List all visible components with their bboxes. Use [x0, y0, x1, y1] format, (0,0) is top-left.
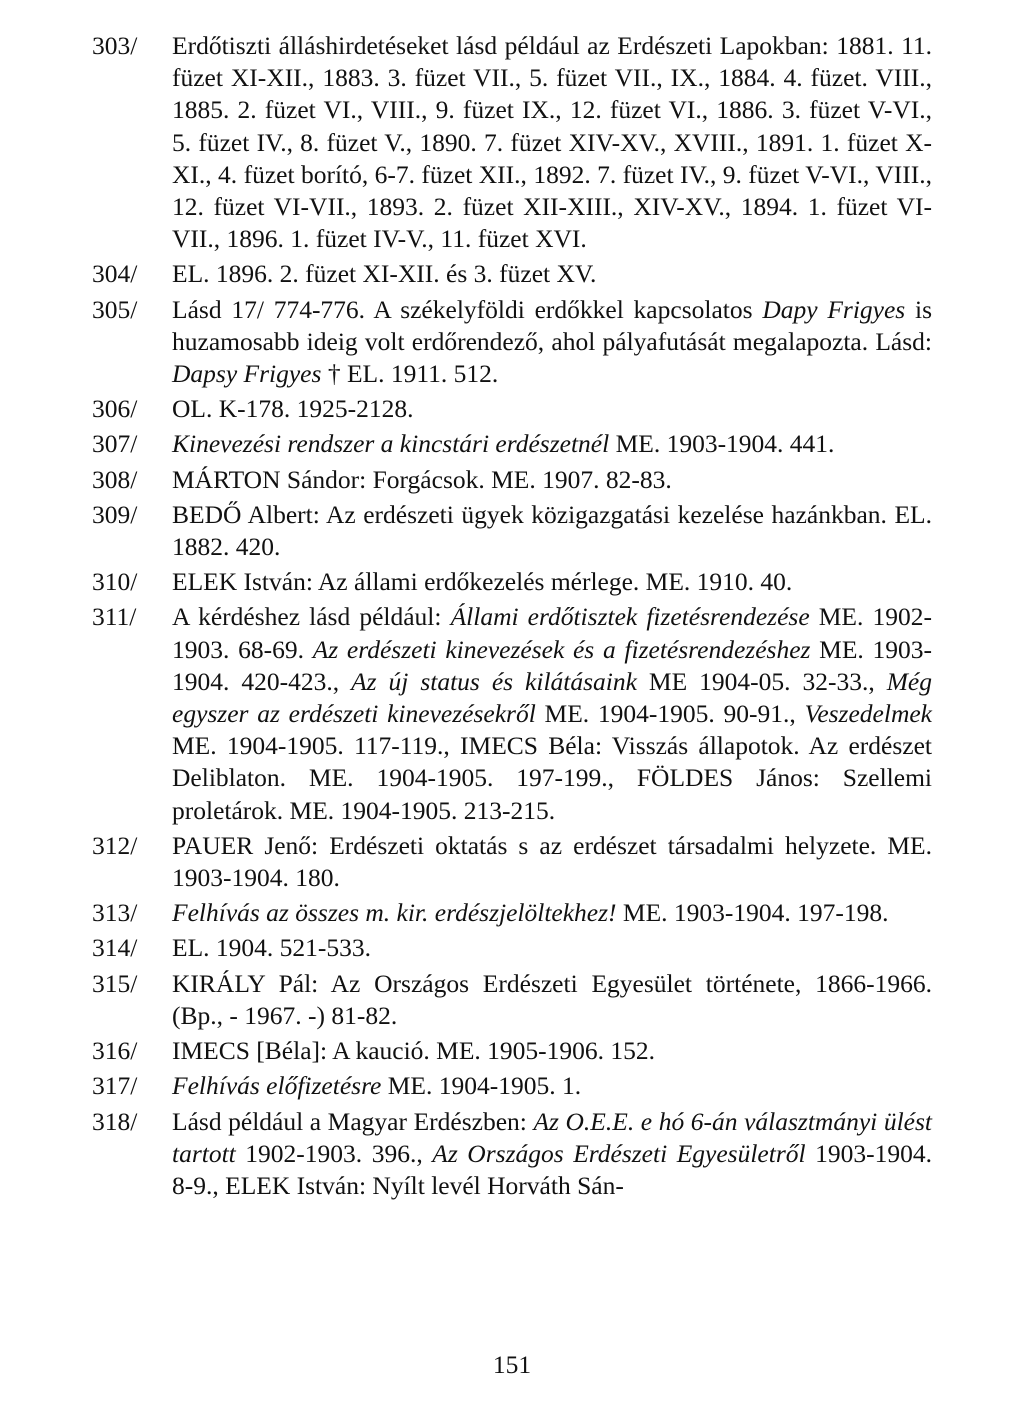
footnote-number: 312/: [92, 830, 138, 860]
text-segment: ME. 1902-1903. 68-69.: [172, 602, 932, 664]
footnote: [92, 1035, 932, 1067]
footnote-text: [172, 969, 932, 1030]
page-number: 151: [492, 1350, 532, 1379]
italic-title: Felhívás az összes m. kir. erdészjelöltekhez!: [172, 898, 617, 928]
text-segment: Erdőtiszti álláshirdetéseket lásd például az Erdészeti Lapokban: 1881. 11. füzet XI-XII., 1883. 3. füzet VII., 5. füzet VII., IX., 1884. 4. füzet. VIII., 1885. 2. füzet VI., VIII., 9. füzet IX., 12. füzet VI., 1886. 3. füzet V-VI., 5. füzet IV., 8. füzet V., 1890. 7. füzet XIV-XV., XVIII., 1891. 1. füzet X-XI., 4. füzet borító, 6-7. füzet XII., 1892. 7. füzet IV., 9. füzet V-VI., VIII., 12. füzet VI-VII., 1893. 2. füzet XII-XIII., XIV-XV., 1894. 1. füzet VI-VII., 1896. 1. füzet IV-V., 11. füzet XVI.: [172, 31, 932, 254]
footnote-text: [172, 898, 889, 927]
italic-title: Dapsy Frigyes: [172, 359, 322, 389]
footnote: [92, 601, 932, 826]
footnote-number: 304/: [92, 259, 138, 289]
footnote: [92, 1070, 932, 1102]
footnote: [92, 932, 932, 964]
footnote-text: [172, 1036, 655, 1065]
footnote: [92, 393, 932, 425]
text-segment: EL. 1896. 2. füzet XI-XII. és 3. füzet XV.: [172, 259, 597, 289]
italic-title: Állami erdőtisztek fizetésrendezése: [450, 602, 810, 632]
text-segment: ME 1904-05. 32-33.,: [636, 666, 887, 696]
italic-title: Az O.E.E. e hó 6-án választmányi ülést tartott: [172, 1106, 932, 1168]
footnote: [92, 30, 932, 255]
text-segment: is huzamosabb ideig volt erdőrendező, ahol pályafutását megalapozta. Lásd:: [172, 294, 932, 356]
footnote-number: 309/: [92, 499, 138, 529]
footnote: [92, 897, 932, 929]
footnote: [92, 830, 932, 894]
footnote-number: 315/: [92, 968, 138, 998]
footnotes-list: [92, 30, 932, 1205]
italic-title: Az új status és kilátásaink: [351, 666, 637, 696]
text-segment: BEDŐ Albert: Az erdészeti ügyek közigazgatási kezelése hazánkban. EL. 1882. 420.: [172, 499, 932, 562]
text-segment: ME. 1903-1904. 441.: [609, 429, 835, 459]
footnote-number: 311/: [92, 602, 137, 632]
text-segment: ME. 1904-1905. 117-119., IMECS Béla: Visszás állapotok. Az erdészet Deliblaton. ME. 1904-1905. 197-199., FÖLDES János: Szellemi proletárok. ME. 1904-1905. 213-215.: [172, 731, 932, 825]
text-segment: KIRÁLY Pál: Az Országos Erdészeti Egyesület története, 1866-1966. (Bp., - 1967. -) 81-82.: [172, 968, 932, 1030]
footnote-number: 310/: [92, 567, 138, 597]
footnote: [92, 428, 932, 460]
footnote-number: 317/: [92, 1071, 138, 1101]
text-segment: A kérdéshez lásd például:: [172, 602, 451, 632]
italic-title: Felhívás előfizetésre: [172, 1071, 382, 1101]
footnote: [92, 294, 932, 391]
text-segment: 1902-1903. 396.,: [235, 1138, 433, 1168]
text-segment: Lásd 17/ 774-776. A székelyföldi erdőkkel kapcsolatos: [172, 294, 763, 324]
text-segment: ME. 1904-1905. 90-91.,: [535, 699, 805, 729]
footnote-text: [172, 259, 596, 288]
footnote-text: [172, 831, 932, 892]
text-segment: OL. K-178. 1925-2128.: [172, 394, 414, 424]
footnote: [92, 499, 932, 563]
footnote-number: 307/: [92, 429, 138, 459]
footnote-text: [172, 429, 834, 458]
italic-title: Dapy Frigyes: [762, 294, 906, 324]
footnote-text: [172, 295, 932, 388]
text-segment: PAUER Jenő: Erdészeti oktatás s az erdészet társadalmi helyzete. ME. 1903-1904. 180.: [172, 830, 932, 893]
italic-title: Az Országos Erdészeti Egyesületről: [432, 1138, 806, 1168]
italic-title: Még egyszer az erdészeti kinevezésekről: [172, 666, 932, 729]
footnote-number: 318/: [92, 1106, 138, 1136]
text-segment: IMECS [Béla]: A kaució. ME. 1905-1906. 152.: [172, 1036, 656, 1066]
text-segment: ELEK István: Az állami erdőkezelés mérlege. ME. 1910. 40.: [172, 567, 793, 597]
footnote: [92, 968, 932, 1032]
footnote: [92, 1106, 932, 1203]
text-segment: Lásd például a Magyar Erdészben:: [172, 1106, 534, 1136]
italic-title: Az erdészeti kinevezések és a fizetésrendezéshez: [312, 634, 811, 664]
footnote-number: 314/: [92, 933, 138, 963]
italic-title: Kinevezési rendszer a kincstári erdészetnél: [172, 429, 610, 459]
footnote-number: 303/: [92, 31, 138, 60]
text-segment: 1903-1904. 8-9., ELEK István: Nyílt levél Horváth Sán-: [172, 1138, 933, 1200]
footnote: [92, 566, 932, 598]
footnote-number: 306/: [92, 394, 138, 424]
text-segment: ME. 1903-1904. 420-423.,: [172, 634, 933, 696]
italic-title: Veszedelmek: [804, 699, 933, 729]
text-segment: † EL. 1911. 512.: [321, 359, 499, 389]
footnote-text: [172, 602, 932, 824]
footnote-number: 313/: [92, 898, 138, 928]
footnote: [92, 464, 932, 496]
footnote-number: 308/: [92, 464, 138, 494]
footnote-text: [172, 567, 792, 596]
footnote-text: [172, 1107, 932, 1200]
footnote-number: 316/: [92, 1036, 138, 1066]
text-segment: ME. 1903-1904. 197-198.: [616, 898, 889, 928]
footnote-text: [172, 933, 371, 962]
footnote: [92, 258, 932, 290]
footnote-text: [172, 500, 932, 561]
footnote-number: 305/: [92, 294, 138, 324]
text-segment: ME. 1904-1905. 1.: [381, 1071, 582, 1101]
footnote-text: [172, 394, 414, 423]
footnote-text: [172, 1071, 581, 1100]
footnote-text: [172, 31, 932, 253]
text-segment: EL. 1904. 521-533.: [172, 933, 372, 963]
footnote-text: [172, 465, 672, 494]
text-segment: MÁRTON Sándor: Forgácsok. ME. 1907. 82-83.: [172, 464, 672, 494]
